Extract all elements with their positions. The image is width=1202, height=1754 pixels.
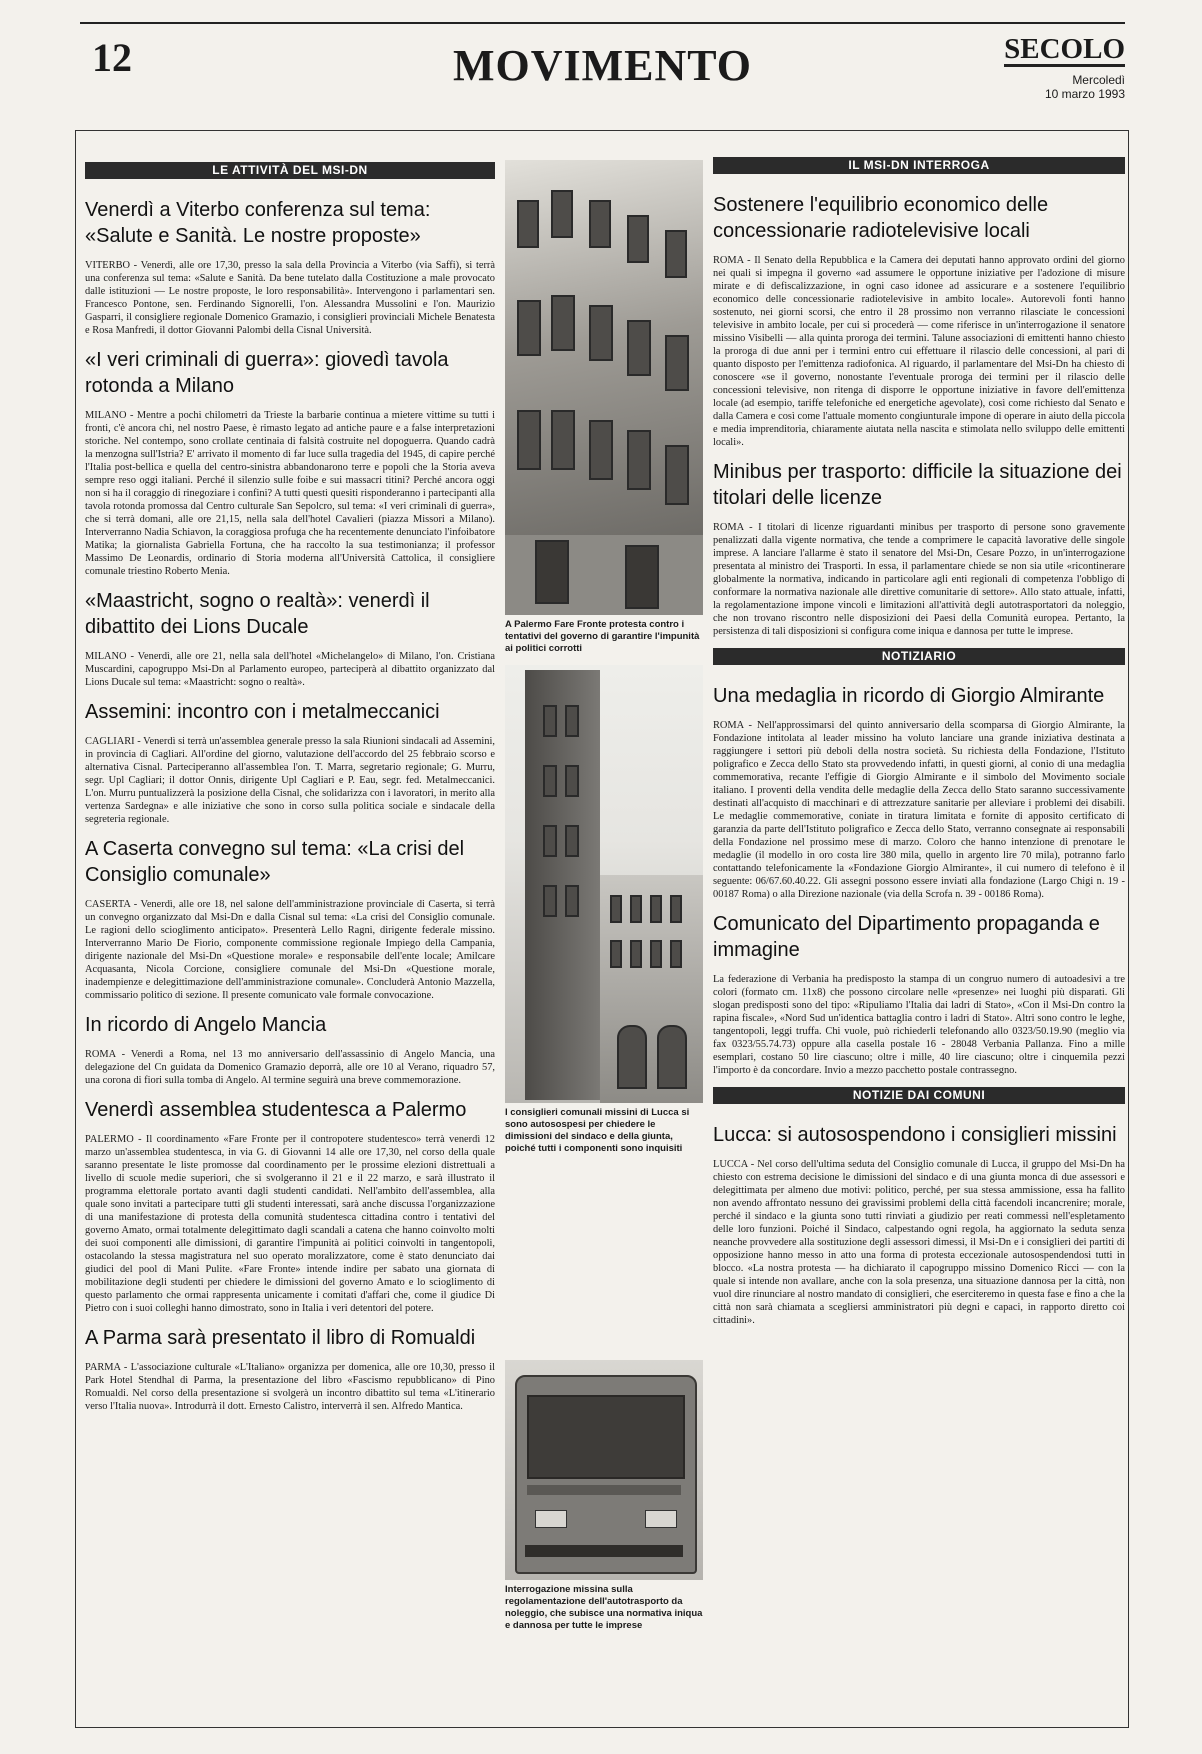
article-title: Una medaglia in ricordo di Giorgio Almirante	[713, 685, 1105, 707]
article-viterbo	[85, 197, 495, 337]
article-title: Venerdì assemblea studentesca a Palermo	[85, 1099, 467, 1121]
masthead-day: Mercoledì	[1072, 73, 1125, 87]
article-body: VITERBO - Venerdì, alle ore 17,30, presso la sala della Provincia a Viterbo (via Saffi), si terrà una conferenza sul tema: «Salute e Sanità. Da bene tutelato dalla Costituzione a male provocato dalle istituzioni — Le nostre proposte, le loro responsabilità». Intervengono i parlamentari sen. Francesco Pontone, sen. Ferdinando Signorelli, l'on. Alessandra Mussolini e l'on. Maurizio Gasparri, il consigliere regionale Domenico Gramazio, i consiglieri provinciali Michele Benatesta e Rosa Manfredi, il dottor Giovanni Palombi della Cisnal Università.	[85, 260, 495, 336]
article-body: ROMA - Venerdì a Roma, nel 13 mo anniversario dell'assassinio di Angelo Mancia, una delegazione del Cn guidata da Domenico Gramazio deporrà, alle ore 10 al Verano, riquadro 57, una corona di fiori sulla tomba di Angelo. Al termine seguirà una breve commemorazione.	[85, 1049, 495, 1086]
left-column	[85, 160, 495, 1715]
article-title: «Maastricht, sogno o realtà»: venerdì il dibattito dei Lions Ducale	[85, 590, 430, 638]
article-medaglia	[713, 683, 1125, 901]
article-body: CASERTA - Venerdì, alle ore 18, nel salone dell'amministrazione provinciale di Caserta, si terrà un convegno organizzato dal Msi-Dn e dalla Cisnal sul tema: «La crisi del Consiglio comunale. Le ragioni dello scioglimento anticipato». Presenterà Lello Ragni, dirigente federale missino. Interverranno Mario De Fiorio, componente commissione regionale Impiego della Campania, dirigente nazionale del Msi-Dn «Questione morale» e responsabile dell'ente locale; Amilcare Acquasanta, Nicola Corcione, consigliere comunale del Msi-Dn «Questione morale, inadempienze e delegittimazione dell'amministrazione comunale». Concluderà Antonio Mazzella, commissario politico di sezione. Il presente comunicato vale formale convocazione.	[85, 899, 495, 1001]
bus-photo	[505, 1360, 703, 1580]
article-palermo	[85, 1097, 495, 1315]
article-propaganda	[713, 911, 1125, 1077]
masthead-date: 10 marzo 1993	[1044, 87, 1125, 101]
right-column	[713, 155, 1125, 1720]
middle-column	[505, 160, 703, 1715]
section-bar-notiziario: NOTIZIARIO	[713, 648, 1125, 665]
article-body: MILANO - Venerdì, alle ore 21, nella sala dell'hotel «Michelangelo» di Milano, l'on. Cristiana Muscardini, capogruppo Msi-Dn al Parlamento europeo, parteciperà al dibattito organizzato dal Lions Ducale sul tema: «Maastricht: sogno o realtà».	[85, 651, 495, 688]
article-parma	[85, 1325, 495, 1413]
photo-caption: A Palermo Fare Fronte protesta contro i tentativi del governo di garantire l'impunità ai politici corrotti	[505, 619, 700, 654]
article-criminali-guerra	[85, 347, 495, 578]
article-body: ROMA - I titolari di licenze riguardanti minibus per trasporto di persone sono gravemente penalizzati dalla vigente normativa, che tende a comprimere le capacità lavorative delle singole imprese. A lanciare l'allarme è stato il senatore del Msi-Dn, Cesare Pozzo, in un'interrogazione presentata al ministro dei Trasporti. In essa, il parlamentare chiede se non sia utile «ricontinerare globalmente la normativa, indicando in particolare agli enti regionali di competenza l'obbligo di conformare la normativa nazionale alle direttive comunitarie di settore». Allo stato attuale, infatti, la regolamentazione impone vincoli e limitazioni all'attività degli autotrasportatori da noleggio, che non trovano riscontro nelle disposizioni dei Paesi della Comunità europea. Pertanto, la persistenza di tali disposizioni si configura come iniqua e dannosa per tutte le imprese.	[713, 522, 1125, 637]
article-title: A Caserta convegno sul tema: «La crisi del Consiglio comunale»	[85, 838, 465, 886]
page-header	[80, 22, 1125, 112]
article-title: Venerdì a Viterbo conferenza sul tema: «Salute e Sanità. Le nostre proposte»	[85, 199, 431, 247]
article-mancia	[85, 1012, 495, 1087]
article-title: Assemini: incontro con i metalmeccanici	[85, 701, 440, 723]
section-bar-comuni: NOTIZIE DAI COMUNI	[713, 1087, 1125, 1104]
article-title: Comunicato del Dipartimento propaganda e immagine	[713, 913, 1100, 961]
article-title: Minibus per trasporto: difficile la situazione dei titolari delle licenze	[713, 461, 1122, 509]
article-body: La federazione di Verbania ha predisposto la stampa di un congruo numero di autoadesivi a tre colori (formato cm. 11x8) che possono circolare nelle «presenze» nei luoghi più disparati. Gli slogan predisposti sono del tipo: «Ripuliamo l'Italia dai ladri di Stato», «Con il Msi-Dn contro la rapina fiscale», «Nord Sud un'identica battaglia contro i ladri di Stato». Altri sono contro le leghe, tangentopoli, leggi truffa. Chi vuole, può richiederli telefonando allo 0323/50.19.90 (meglio via fax 0323/55.74.73) oppure alla casella postale 16 - 28048 Verbania Pallanza. Fino a mille esemplari, costano 50 lire ciascuno; oltre i mille, 40 lire ciascuno; oltre i cinquemila pezzi l'importo è da concordare. Invio a mezzo pacchetto postale contrassegno.	[713, 974, 1125, 1076]
building-photo	[505, 160, 703, 615]
article-body: PARMA - L'associazione culturale «L'Italiano» organizza per domenica, alle ore 10,30, presso il Park Hotel Stendhal di Parma, la presentazione del libro «Fascismo repubblicano» di Pino Romualdi. Nel corso della presentazione si svolgerà un incontro dibattito sul tema «L'itinerario verso l'Italia nuova». Introdurrà il dott. Ernesto Calistro, interverrà il sen. Alfredo Mantica.	[85, 1362, 495, 1412]
article-title: In ricordo di Angelo Mancia	[85, 1014, 327, 1036]
article-minibus	[713, 459, 1125, 638]
article-maastricht	[85, 588, 495, 689]
article-body: LUCCA - Nel corso dell'ultima seduta del Consiglio comunale di Lucca, il gruppo del Msi-Dn ha chiesto con estrema decisione le dimissioni del sindaco e di una giunta monca di due assessori e delegittimata per almeno due motivi: politico, perché, per sua stessa ammissione, essa ha fallito non avendo affrontato nessuno dei gravissimi problemi della città facendoli incancrenire; morale, perché il sindaco e la giunta sono tutti rinviati a giudizio per reati commessi nell'espletamento delle loro funzioni. Poiché il Sindaco, calpestando ogni regola, ha aggiornato la seduta senza neanche provvedere alla sostituzione degli assessori dimessi, il Msi-Dn e i consiglieri dei partiti di opposizione hanno messo in atto una forma di protesta eccezionale autosospendendosi tutti in blocco. «La nostra protesta — ha dichiarato il capogruppo missino Domenico Ricci — con la quale si intende non avallare, anche con la sola presenza, una situazione dannosa per la città, non vuol dire rinunciare al nostro mandato di consiglieri, che eserciteremo in questa fase e fino a che la città non sarà chiamata a scegliersi amministratori più degni e capaci, in rapporto diretto coi cittadini».	[713, 1159, 1125, 1326]
article-body: ROMA - Nell'approssimarsi del quinto anniversario della scomparsa di Giorgio Almirante, la Fondazione intitolata al leader missino ha voluto lanciare una grande iniziativa destinata a raggiungere i settori più deboli della nostra società. Su richiesta della Fondazione, l'Istituto poligrafico e Zecca dello Stato sta provvedendo infatti, in questi giorni, al conio di una medaglia commemorativa, recante l'effigie di Giorgio Almirante e il simbolo del Movimento sociale italiano. I proventi della vendita delle medaglie della Zecca dello Stato saranno successivamente destinati all'acquisto di macchinari e di attrezzature sanitarie per alleviare i problemi dei disabili. Le medaglie commemorative, coniate in tiratura limitata e fornite di apposito certificato di garanzia da parte dell'Istituto poligrafico e Zecca dello Stato, verranno consegnate ai responsabili della Fondazione nel prossimo mese di marzo. Coloro che hanno intenzione di prenotare le medaglie (il modello in oro costa lire 380 mila, quello in argento lire 70 mila), potranno farlo contattando telefonicamente la «Fondazione Giorgio Almirante», il cui numero di telefono è il seguente: 06/67.60.40.22. Gli assegni possono essere inviati alla fondazione (Largo Chigi n. 19 - 00187 Roma) o alla Direzione nazionale (via della Scrofa n. 39 - 00186 Roma).	[713, 720, 1125, 900]
tower-photo	[505, 665, 703, 1103]
masthead-logo: SECOLO	[1004, 33, 1125, 65]
photo-caption: I consiglieri comunali missini di Lucca si sono autosospesi per chiedere le dimissioni del sindaco e della giunta, poiché tutti i componenti sono inquisiti	[505, 1107, 690, 1154]
article-title: «I veri criminali di guerra»: giovedì tavola rotonda a Milano	[85, 349, 449, 397]
section-bar-interroga: IL MSI-DN INTERROGA	[713, 157, 1125, 174]
article-title: Sostenere l'equilibrio economico delle concessionarie radiotelevisive locali	[713, 194, 1049, 242]
article-body: CAGLIARI - Venerdì si terrà un'assemblea generale presso la sala Riunioni sindacali ad Assemini, in provincia di Cagliari. All'ordine del giorno, valutazione dell'accordo del 25 febbraio scorso e alternativa Cisnal. Parteciperanno all'assemblea l'on. T. Marra, segretario regionale; G. Murru, segr. Upl Cagliari; il dottor Onnis, dirigente Upl Cagliari e P. Eau, segr. fed. Metalmeccanici. L'on. Murru puntualizzerà la posizione della Cisnal, che solidarizza con i lavoratori, in merito alla vertenza Sardegna» e alle iniziative che sono in corso sulla politica sociale e sindacale della segreteria regionale.	[85, 736, 495, 825]
section-title: MOVIMENTO	[452, 41, 753, 90]
photo-caption: Interrogazione missina sulla regolamentazione dell'autotrasporto da noleggio, che subisce una normativa iniqua e dannosa per tutte le imprese	[505, 1584, 703, 1631]
article-title: A Parma sarà presentato il libro di Romualdi	[85, 1327, 476, 1349]
article-caserta	[85, 836, 495, 1002]
article-body: ROMA - Il Senato della Repubblica e la Camera dei deputati hanno approvato ordini del giorno nei quali si impegna il governo «ad assumere le opportune iniziative per l'adozione di misure mirate e di defiscalizzazione, in ogni caso idonee ad assicurare e a sostenere l'equilibrio economico delle concessionarie radiotelevisive in ambito locale». Autorevoli fonti hanno sostenuto, nei giorni scorsi, che entro il 28 prossimo non verranno rilasciate le concessioni televisive in ambito locale, per cui si procederà — come riferisce in un'interrogazione il senatore missino Visibelli — alla quinta proroga dei termini. Talune associazioni di emittenti hanno chiesto la proroga di due anni per i termini entro cui effettuare il rilascio delle concessioni, al pari di quanto disposto per l'emittenza radiofonica. Al riguardo, il parlamentare del Msi-Dn ha chiesto di conoscere «se il governo, nonostante l'eventuale proroga dei termini per il rilascio delle concessioni televisive, non ritenga di disporre le opportune iniziative in favore dell'emittenza locale (ad esempio, tariffe telefoniche ed energetiche agevolate), così come richiesto dal Senato e dalla Camera e così come l'attuale momento congiunturale impone di operare in aiuto della piccola e media imprenditoria, chiaramente aiutata nella nascita e stimolata nello sviluppo delle emittenti locali».	[713, 255, 1125, 448]
article-assemini	[85, 699, 495, 826]
article-radiotelevisive	[713, 192, 1125, 449]
article-title: Lucca: si autosospendono i consiglieri missini	[713, 1124, 1117, 1146]
page-number: 12	[92, 35, 132, 80]
middle-spacer	[505, 1165, 703, 1360]
article-lucca	[713, 1122, 1125, 1327]
section-bar-attivita: LE ATTIVITÀ DEL MSI-DN	[85, 162, 495, 179]
masthead	[1004, 34, 1125, 101]
article-body: PALERMO - Il coordinamento «Fare Fronte per il contropotere studentesco» terrà venerdì 12 marzo un'assemblea studentesca, in via G. di Giovanni 14 alle ore 17,30, nel corso della quale saranno presentate le liste promosse dal coordinamento per le prossime elezioni distrettuali a livello di scuole medie superiori, che si svolgeranno il 21 e il 22 marzo, e sarà illustrato il programma elettorale portato avanti dagli studenti candidati. Nell'ambito dell'assemblea, alla quale sono invitati a partecipare tutti gli studenti interessati, sarà anche discussa l'organizzazione di una manifestazione di protesta della comunità studentesca cittadina contro i tentativi del governo Amato, ormai totalmente delegittimato dagli scandali a catena che hanno coinvolto molti dei suoi componenti alle dimissioni, di garantire l'impunità ai politici coinvolti in tangentopoli, ostacolando la stessa magistratura nel suo operato moralizzatore, come è stato denunciato dai giudici del pool di Mani Pulite. «Fare Fronte» intende indire per sabato una giornata di mobilitazione degli studenti per chiedere le dimissioni del governo Amato e lo scioglimento di questo parlamento che ormai rappresenta unicamente i comitati d'affari che, come il giudice Di Pietro con i suoi colleghi hanno dimostrato, sono in Italia i veri detentori del potere.	[85, 1134, 495, 1314]
article-body: MILANO - Mentre a pochi chilometri da Trieste la barbarie continua a mietere vittime su tutti i fronti, c'è ancora chi, nel nostro Paese, è rimasto legato ad antiche paure e a false interpretazioni storiche. Nel contempo, sono crollate centinaia di falsità costruite nel dopoguerra. Quando cadrà la menzogna sull'Istria? E' arrivato il momento di far luce sulla tragedia del 1945, di capire perché l'Italia post-bellica e quella del centro-sinistra abbandonarono terre e popoli che la Storia aveva sempre reso oggi italiani. Perché il silenzio sulle foibe e sui massacri titini? Perché ancora oggi non si ha il coraggio di rinegoziare i confini? A tutti questi quesiti risponderanno i partecipanti alla tavola rotonda promossa dal Centro culturale San Sepolcro, sul tema: «I veri criminali di guerra», che si terrà domani, alle ore 21,15, nella sala dell'hotel Cavalieri (piazza Missori a Milano). Interverranno Nadia Schiavon, la coraggiosa profuga che ha recentemente denunciato l'infoibatore Matika; la giornalista Gabriella Fortuna, che ha raccolto la sua testimonianza; il professor Massimo De Leonardis, ordinario di Storia moderna all'Università Cattolica, il consigliere comunale triestino Roberto Menia.	[85, 410, 495, 577]
